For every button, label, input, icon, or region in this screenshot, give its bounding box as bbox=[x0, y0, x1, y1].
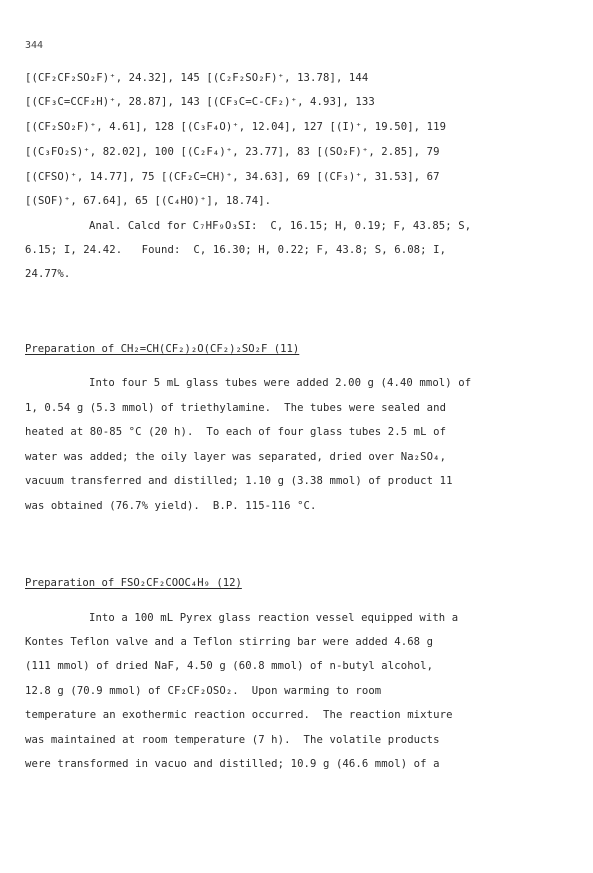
paragraph-line: were transformed in vacuo and distilled; 10.9 g (46.6 mmol) of a bbox=[25, 758, 440, 770]
analysis-line: 6.15; I, 24.42. Found: C, 16.30; H, 0.22; F, 43.8; S, 6.08; I, bbox=[25, 244, 447, 256]
paragraph-line: Into four 5 mL glass tubes were added 2.00 g (4.40 mmol) of bbox=[89, 377, 472, 389]
paragraph-line: 12.8 g (70.9 mmol) of CF₂CF₂OSO₂. Upon warming to room bbox=[25, 685, 382, 697]
page-number: 344 bbox=[25, 40, 44, 51]
paragraph-line: was obtained (76.7% yield). B.P. 115-116 °C. bbox=[25, 500, 317, 512]
paragraph-line: (111 mmol) of dried NaF, 4.50 g (60.8 mmol) of n-butyl alcohol, bbox=[25, 660, 434, 672]
ms-line: [(CF₂SO₂F)⁺, 4.61], 128 [(C₃F₄O)⁺, 12.04], 127 [(I)⁺, 19.50], 119 bbox=[25, 121, 447, 133]
ms-line: [(C₃FO₂S)⁺, 82.02], 100 [(C₂F₄)⁺, 23.77], 83 [(SO₂F)⁺, 2.85], 79 bbox=[25, 146, 440, 158]
ms-line: [(CF₃C=CCF₂H)⁺, 28.87], 143 [(CF₃C=C-CF₂)⁺, 4.93], 133 bbox=[25, 96, 375, 108]
ms-line: [(CF₂CF₂SO₂F)⁺, 24.32], 145 [(C₂F₂SO₂F)⁺, 13.78], 144 bbox=[25, 72, 369, 84]
paragraph-line: heated at 80-85 °C (20 h). To each of four glass tubes 2.5 mL of bbox=[25, 426, 447, 438]
ms-line: [(SOF)⁺, 67.64], 65 [(C₄HO)⁺], 18.74]. bbox=[25, 195, 272, 207]
paragraph-line: Into a 100 mL Pyrex glass reaction vessel equipped with a bbox=[89, 612, 459, 624]
paragraph-line: temperature an exothermic reaction occurred. The reaction mixture bbox=[25, 709, 453, 721]
analysis-line: Anal. Calcd for C₇HF₉O₃SI: C, 16.15; H, 0.19; F, 43.85; S, bbox=[89, 220, 472, 232]
section-heading-compound-11: Preparation of CH₂=CH(CF₂)₂O(CF₂)₂SO₂F (11) bbox=[25, 343, 300, 355]
paragraph-line: vacuum transferred and distilled; 1.10 g (3.38 mmol) of product 11 bbox=[25, 475, 453, 487]
paragraph-line: 1, 0.54 g (5.3 mmol) of triethylamine. The tubes were sealed and bbox=[25, 402, 447, 414]
analysis-line: 24.77%. bbox=[25, 268, 71, 280]
paragraph-line: was maintained at room temperature (7 h). The volatile products bbox=[25, 734, 440, 746]
ms-line: [(CFSO)⁺, 14.77], 75 [(CF₂C=CH)⁺, 34.63], 69 [(CF₃)⁺, 31.53], 67 bbox=[25, 171, 440, 183]
paragraph-line: water was added; the oily layer was separated, dried over Na₂SO₄, bbox=[25, 451, 447, 463]
section-heading-compound-12: Preparation of FSO₂CF₂COOC₄H₉ (12) bbox=[25, 577, 242, 589]
paragraph-line: Kontes Teflon valve and a Teflon stirring bar were added 4.68 g bbox=[25, 636, 434, 648]
